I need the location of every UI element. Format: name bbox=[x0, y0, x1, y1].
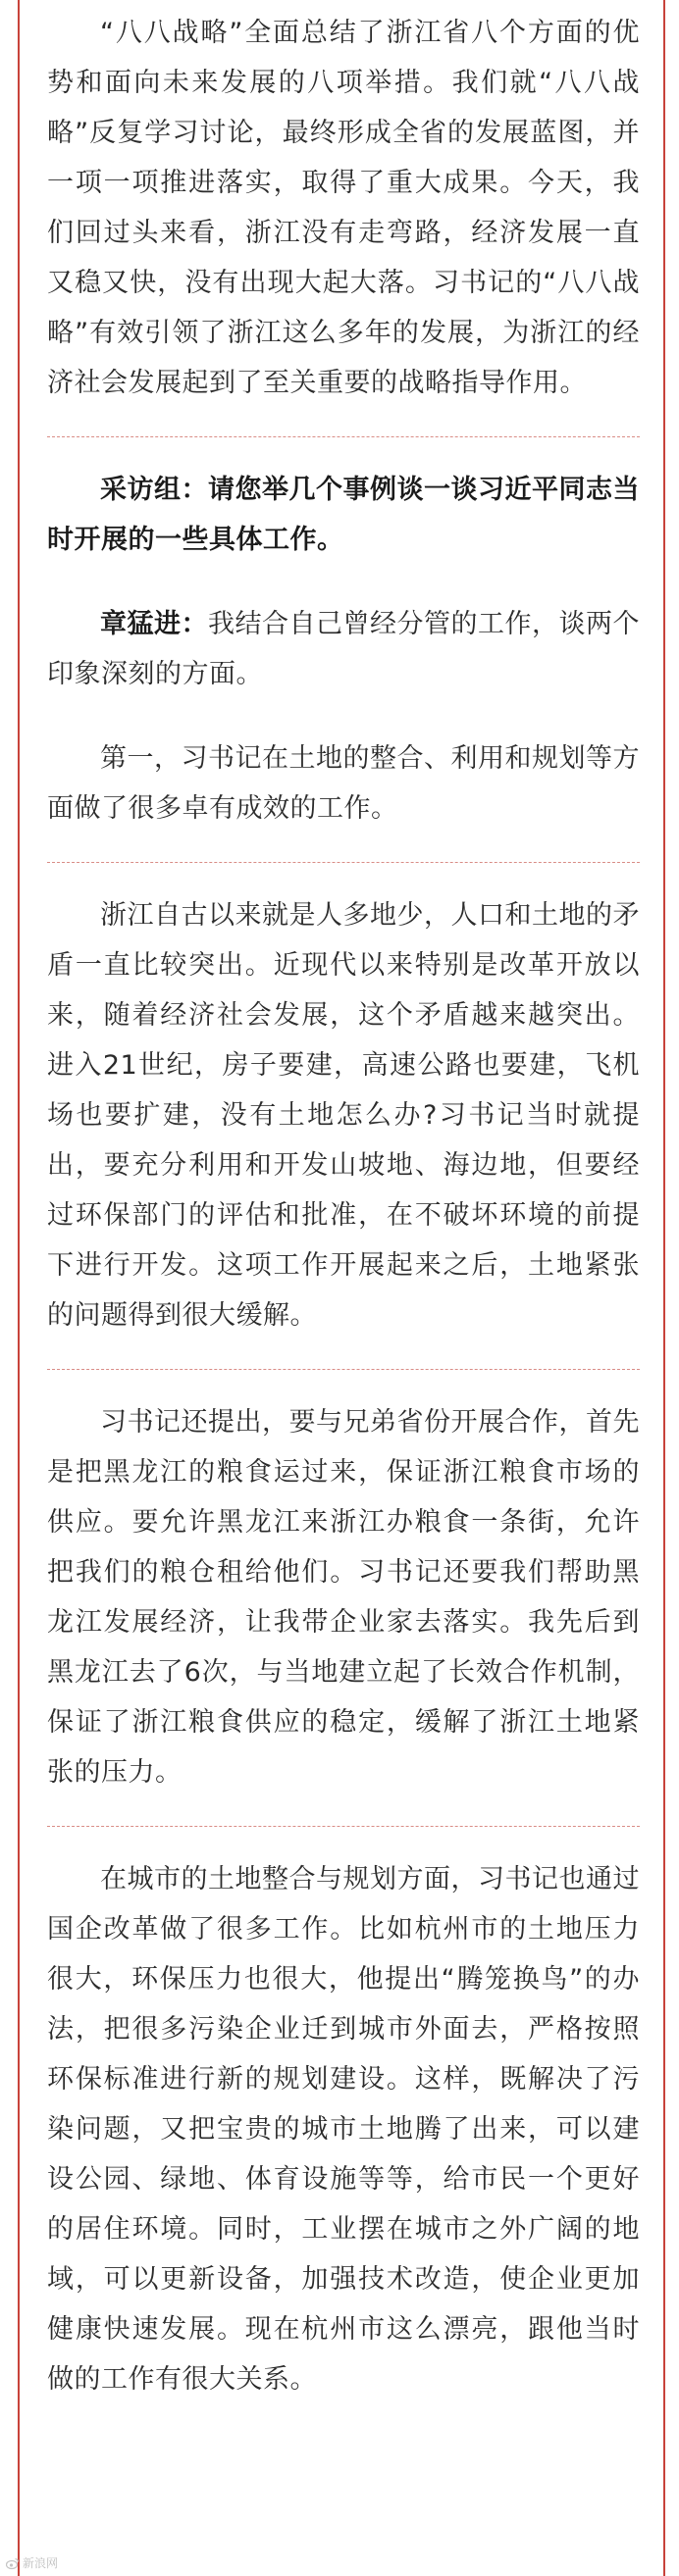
weibo-icon bbox=[6, 2556, 20, 2570]
watermark bbox=[6, 2556, 58, 2570]
divider bbox=[47, 1826, 640, 1827]
divider bbox=[47, 436, 640, 437]
speaker-label: 章猛进： bbox=[100, 609, 208, 639]
paragraph-land-work: 第一，习书记在土地的整合、利用和规划等方面做了很多卓有成效的工作。 bbox=[47, 743, 640, 824]
paragraph-land-development: 浙江自古以来就是人多地少，人口和土地的矛盾一直比较突出。近现代以来特别是改革开放以来，随着经济社会发展，这个矛盾越来越突出。进入21世纪，房子要建，高速公路也要建，飞机场也要扩建，没有土地怎么办?习书记当时就提出，要充分利用和开发山坡地、海边地，但要经过环保部门的评估和批准，在不破坏环境的前提下进行开发。这项工作开展起来之后，土地紧张的问题得到很大缓解。 bbox=[47, 900, 640, 1331]
paragraph-city-planning: 在城市的土地整合与规划方面，习书记也通过国企改革做了很多工作。比如杭州市的土地压力很大，环保压力也很大，他提出“腾笼换鸟”的办法，把很多污染企业迁到城市外面去，严格按照环保标准进行新的规划建设。这样，既解决了污染问题，又把宝贵的城市土地腾了出来，可以建设公园、绿地、体育设施等等，给市民一个更好的居住环境。同时，工业摆在城市之外广阔的地域，可以更新设备，加强技术改造，使企业更加健康快速发展。现在杭州市这么漂亮，跟他当时做的工作有很大关系。 bbox=[47, 1864, 640, 2395]
article-body bbox=[47, 8, 640, 2439]
divider bbox=[47, 1369, 640, 1370]
paragraph-heilongjiang-cooperation: 习书记还提出，要与兄弟省份开展合作，首先是把黑龙江的粮食运过来，保证浙江粮食市场的供应。要允许黑龙江来浙江办粮食一条街，允许把我们的粮仓租给他们。习书记还要我们帮助黑龙江发展经济，让我带企业家去落实。我先后到黑龙江去了6次，与当地建立起了长效合作机制，保证了浙江粮食供应的稳定，缓解了浙江土地紧张的压力。 bbox=[47, 1407, 640, 1788]
watermark-text: 新浪网 bbox=[23, 2556, 59, 2570]
divider bbox=[47, 862, 640, 863]
answer-text: 我结合自己曾经分管的工作，谈两个印象深刻的方面。 bbox=[47, 609, 640, 689]
paragraph-eight-eight-strategy: “八八战略”全面总结了浙江省八个方面的优势和面向未来发展的八项举措。我们就“八八战略”反复学习讨论，最终形成全省的发展蓝图，并一项一项推进落实，取得了重大成果。今天，我们回过头来看，浙江没有走弯路，经济发展一直又稳又快，没有出现大起大落。习书记的“八八战略”有效引领了浙江这么多年的发展，为浙江的经济社会发展起到了至关重要的战略指导作用。 bbox=[47, 18, 640, 398]
interviewer-question: 采访组：请您举几个事例谈一谈习近平同志当时开展的一些具体工作。 bbox=[47, 475, 640, 555]
interviewee-answer bbox=[47, 599, 640, 699]
